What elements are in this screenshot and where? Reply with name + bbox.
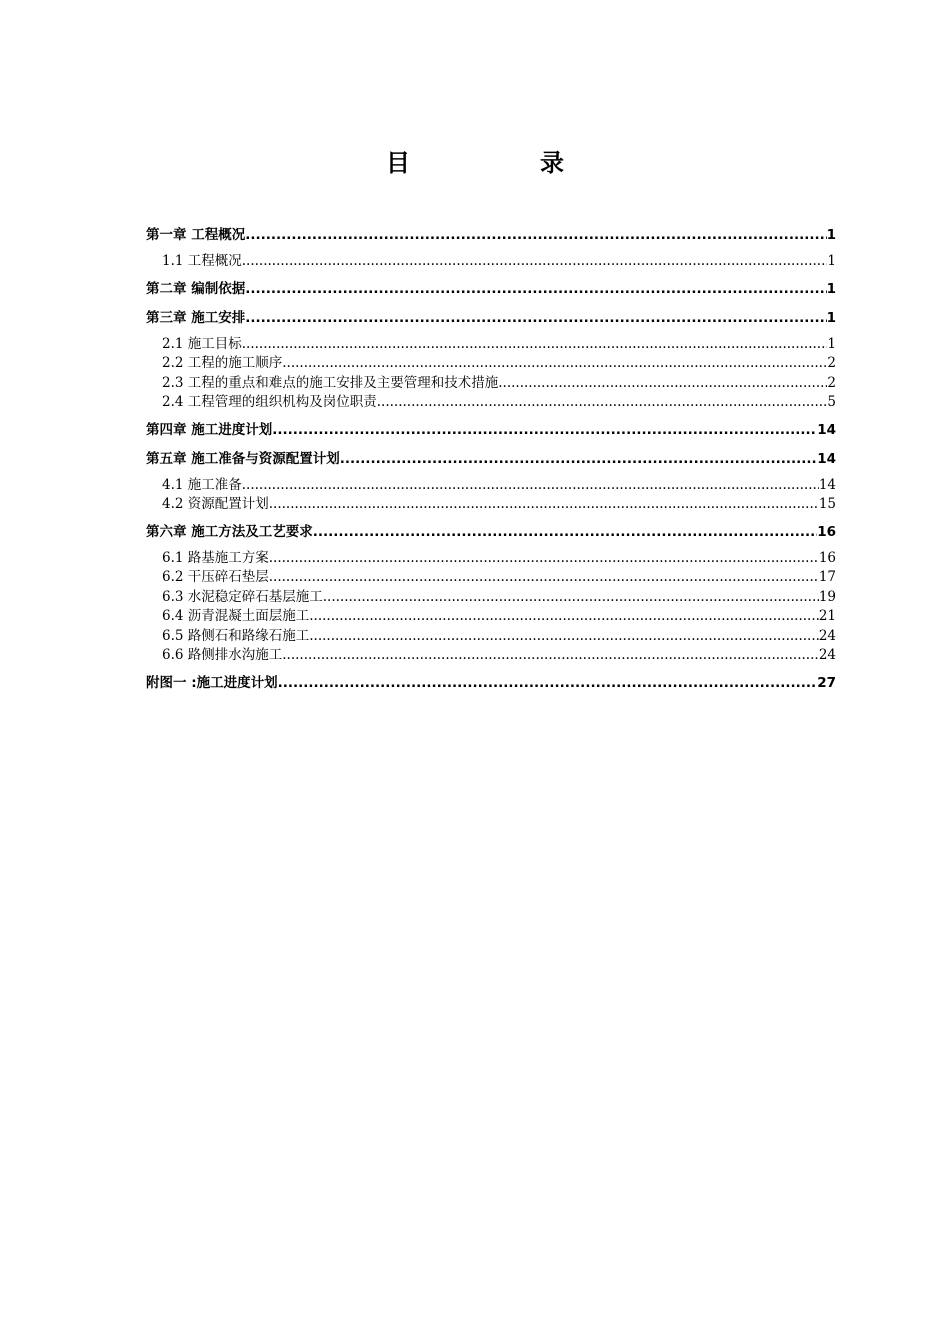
title-glyph-1: 目 (386, 149, 410, 177)
toc-entry-title: 2.1 施工目标 (162, 335, 242, 352)
toc-page-number: 1 (826, 309, 836, 326)
toc-entry-title: 6.1 路基施工方案 (162, 549, 269, 566)
toc-page-number: 16 (818, 549, 836, 566)
toc-leader-dots (278, 671, 818, 695)
toc-page-number: 14 (817, 421, 836, 438)
toc-entry-title: 6.2 干压碎石垫层 (162, 569, 269, 585)
toc-chapter-entry[interactable] (146, 447, 836, 471)
toc-page-number: 1 (826, 227, 836, 243)
toc-chapter-entry[interactable] (146, 671, 836, 695)
toc-page-number: 2 (827, 355, 836, 371)
toc-section-entry[interactable] (146, 476, 836, 496)
toc-leader-dots (309, 607, 819, 627)
toc-leader-dots (245, 277, 826, 301)
toc-entry-title: 第三章 施工安排 (146, 309, 246, 326)
toc-leader-dots (242, 476, 819, 496)
toc-chapter-entry[interactable] (146, 418, 836, 442)
toc-section-entry[interactable] (146, 588, 836, 608)
toc-entry-title: 第五章 施工准备与资源配置计划 (146, 450, 340, 467)
toc-leader-dots (245, 306, 826, 330)
toc-leader-dots (269, 568, 819, 588)
table-of-contents (146, 223, 836, 695)
toc-entry-title: 2.3 工程的重点和难点的施工安排及主要管理和技术措施 (162, 374, 499, 391)
toc-page-number: 16 (817, 523, 836, 540)
toc-leader-dots (309, 627, 819, 647)
toc-leader-dots (272, 418, 817, 442)
toc-section-entry[interactable] (146, 393, 836, 413)
toc-chapter-entry[interactable] (146, 306, 836, 330)
toc-leader-dots (245, 223, 826, 247)
toc-entry-title: 6.3 水泥稳定碎石基层施工 (162, 588, 323, 605)
toc-page-number: 14 (817, 450, 836, 467)
toc-page-number: 14 (818, 476, 836, 493)
toc-entry-title: 第二章 编制依据 (146, 280, 246, 297)
toc-entry-title: 6.4 沥青混凝土面层施工 (162, 608, 310, 624)
toc-leader-dots (340, 447, 818, 471)
toc-entry-title: 2.2 工程的施工顺序 (162, 355, 283, 371)
toc-section-entry[interactable] (146, 607, 836, 627)
toc-section-entry[interactable] (146, 627, 836, 647)
toc-page-number: 24 (818, 647, 836, 663)
toc-page-number: 17 (818, 569, 836, 585)
title-glyph-2: 录 (540, 149, 564, 177)
toc-section-entry[interactable] (146, 495, 836, 515)
toc-leader-dots (323, 588, 819, 608)
toc-leader-dots (269, 549, 819, 569)
toc-entry-title: 附图一 :施工进度计划 (146, 674, 278, 691)
toc-section-entry[interactable] (146, 252, 836, 272)
toc-leader-dots (282, 646, 819, 666)
toc-chapter-entry[interactable] (146, 277, 836, 301)
toc-page-number: 2 (827, 374, 836, 391)
toc-leader-dots (377, 393, 828, 413)
toc-page-number: 19 (818, 588, 836, 605)
toc-leader-dots (242, 335, 828, 355)
toc-section-entry[interactable] (146, 374, 836, 394)
toc-entry-title: 6.6 路侧排水沟施工 (162, 647, 283, 663)
toc-entry-title: 第一章 工程概况 (146, 227, 246, 243)
toc-page-number: 1 (827, 253, 836, 269)
toc-section-entry[interactable] (146, 335, 836, 355)
toc-page-number: 5 (827, 394, 836, 410)
toc-entry-title: 4.2 资源配置计划 (162, 496, 269, 512)
toc-leader-dots (269, 495, 819, 515)
toc-entry-title: 4.1 施工准备 (162, 476, 242, 493)
toc-leader-dots (282, 354, 827, 374)
toc-leader-dots (242, 252, 828, 272)
toc-entry-title: 6.5 路侧石和路缘石施工 (162, 627, 310, 644)
toc-entry-title: 第六章 施工方法及工艺要求 (146, 523, 313, 540)
toc-page-number: 15 (818, 496, 836, 512)
toc-section-entry[interactable] (146, 354, 836, 374)
toc-entry-title: 第四章 施工进度计划 (146, 421, 273, 438)
toc-page-number: 1 (827, 335, 836, 352)
toc-section-entry[interactable] (146, 549, 836, 569)
toc-leader-dots (498, 374, 827, 394)
toc-section-entry[interactable] (146, 568, 836, 588)
page-title (0, 146, 950, 180)
toc-section-entry[interactable] (146, 646, 836, 666)
toc-chapter-entry[interactable] (146, 223, 836, 247)
toc-page-number: 24 (818, 627, 836, 644)
toc-entry-title: 2.4 工程管理的组织机构及岗位职责 (162, 394, 377, 410)
toc-page-number: 21 (818, 608, 836, 624)
toc-page-number: 1 (826, 280, 836, 297)
toc-entry-title: 1.1 工程概况 (162, 253, 242, 269)
toc-leader-dots (313, 520, 818, 544)
toc-page-number: 27 (817, 674, 836, 691)
toc-chapter-entry[interactable] (146, 520, 836, 544)
